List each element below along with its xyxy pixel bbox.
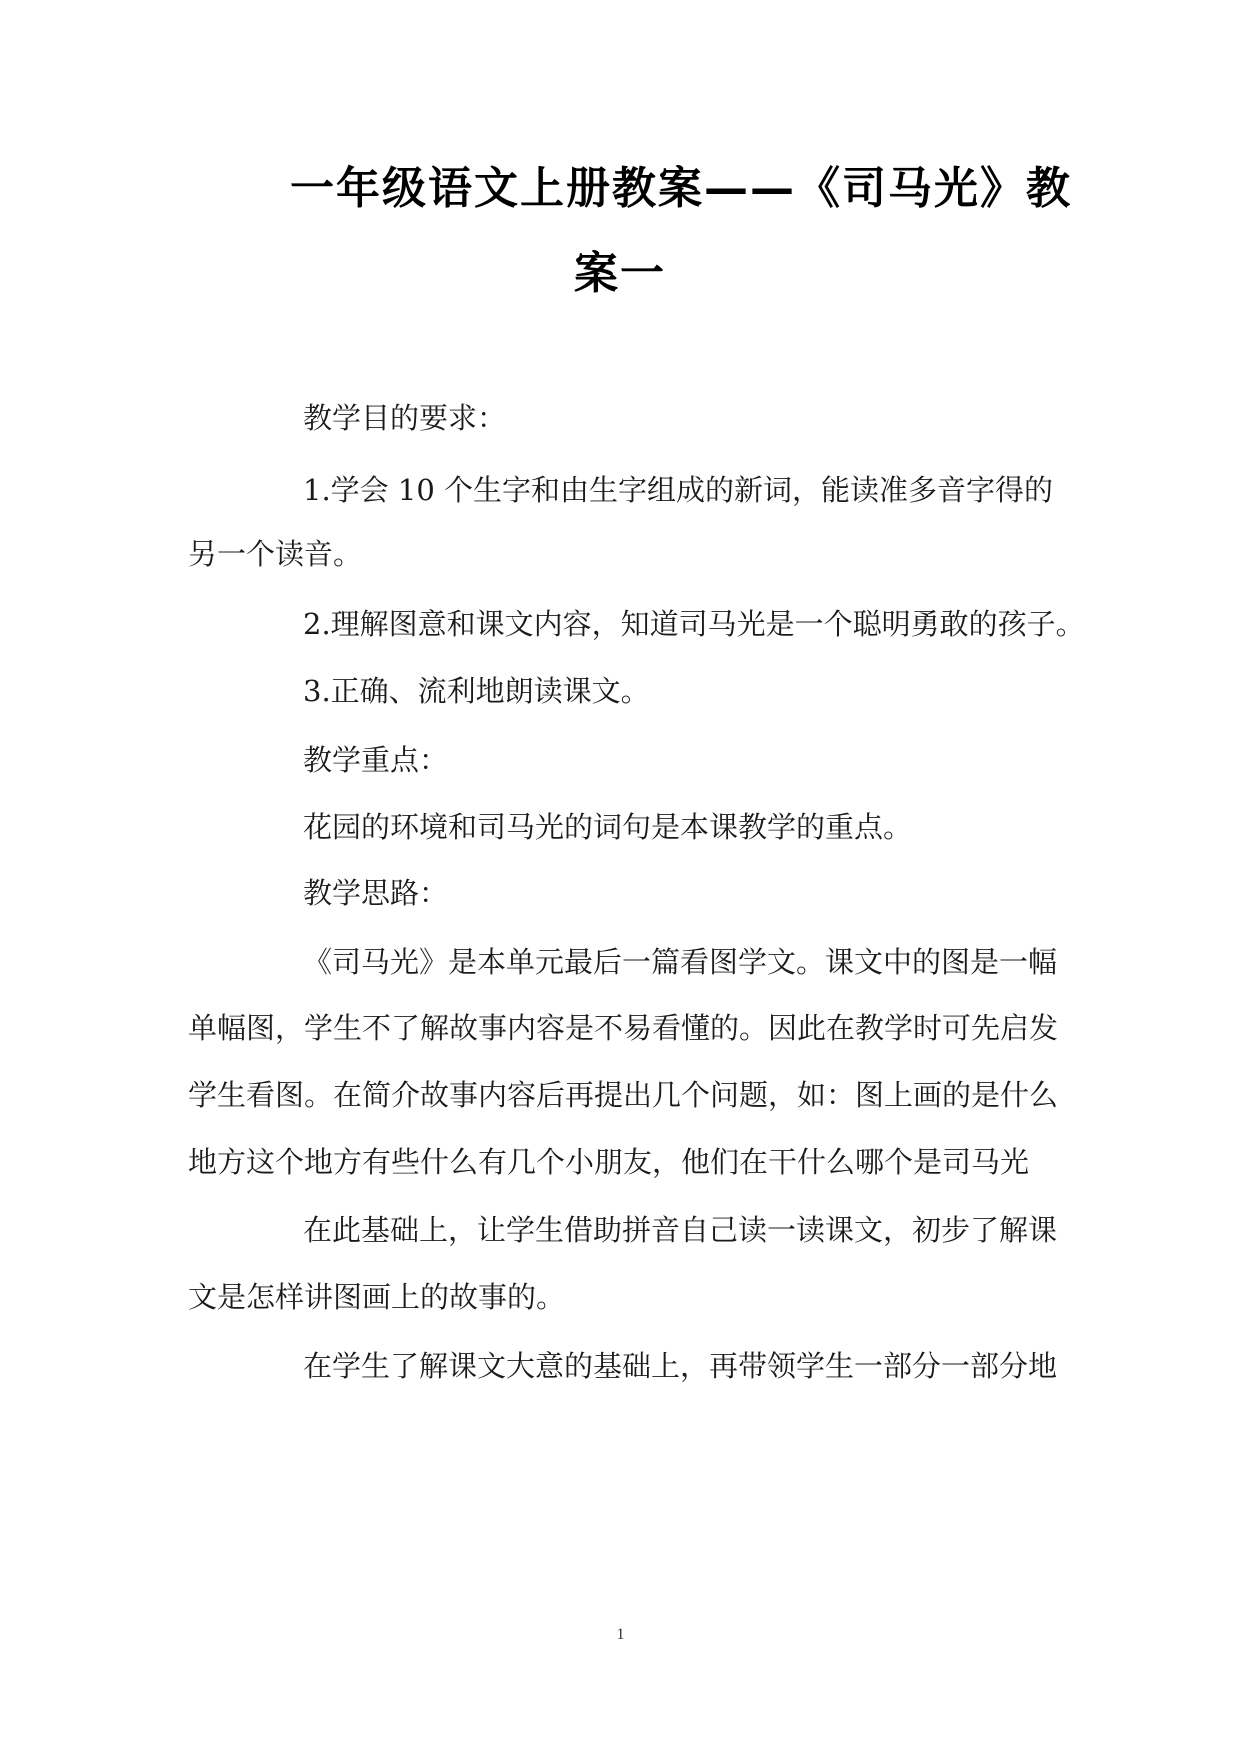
heading-teaching-approach: 教学思路：	[303, 876, 449, 910]
approach-para-2-line-2: 文是怎样讲图画上的故事的。	[188, 1280, 566, 1314]
approach-para-1-line-4: 地方这个地方有些什么有几个小朋友，他们在干什么哪个是司马光	[188, 1145, 1030, 1179]
approach-para-2-line-1: 在此基础上，让学生借助拼音自己读一读课文，初步了解课	[303, 1213, 1058, 1247]
page-title-line-1: 一年级语文上册教案——《司马光》教	[290, 163, 1072, 214]
goal-1-line-2: 另一个读音。	[188, 537, 363, 571]
heading-teaching-focus: 教学重点：	[303, 743, 449, 777]
approach-para-1-line-1: 《司马光》是本单元最后一篇看图学文。课文中的图是一幅	[303, 945, 1058, 979]
page-number: 1	[616, 1626, 625, 1643]
goal-2: 2.理解图意和课文内容，知道司马光是一个聪明勇敢的孩子。	[303, 607, 1085, 641]
teaching-focus-text: 花园的环境和司马光的词句是本课教学的重点。	[303, 810, 913, 844]
approach-para-3-line-1: 在学生了解课文大意的基础上，再带领学生一部分一部分地	[303, 1349, 1058, 1383]
heading-teaching-goals: 教学目的要求：	[303, 401, 507, 435]
approach-para-1-line-2: 单幅图，学生不了解故事内容是不易看懂的。因此在教学时可先启发	[188, 1011, 1059, 1045]
approach-para-1-line-3: 学生看图。在简介故事内容后再提出几个问题，如：图上画的是什么	[188, 1078, 1059, 1112]
goal-1-line-1: 1.学会 10 个生字和由生字组成的新词，能读准多音字得的	[303, 473, 1054, 507]
goal-3: 3.正确、流利地朗读课文。	[303, 674, 650, 708]
page-title-line-2: 案一	[574, 248, 666, 299]
